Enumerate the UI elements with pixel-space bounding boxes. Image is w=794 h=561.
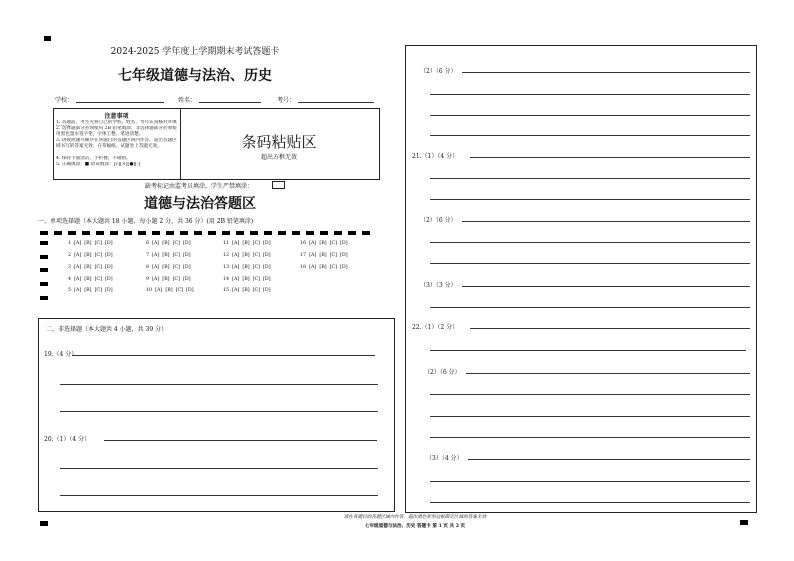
choice-item[interactable]: 10 [A] [B] [C] [D]: [146, 288, 194, 293]
timing-mark: [40, 241, 48, 245]
number-field[interactable]: [298, 102, 374, 103]
answer-line[interactable]: [470, 157, 750, 158]
choice-item[interactable]: 1 [A] [B] [C] [D]: [68, 241, 113, 246]
answer-line[interactable]: [466, 373, 750, 374]
q22-3-label: （3）（4 分）: [426, 455, 463, 462]
exam-header: 2024-2025 学年度上学期期末考试答题卡: [110, 47, 280, 57]
choice-item[interactable]: 18 [A] [B] [C] [D]: [300, 265, 348, 270]
answer-line[interactable]: [462, 221, 750, 222]
q21-1-label: 21.（1）（4 分）: [412, 153, 459, 160]
notes-line: 3. 请按照题号顺序在各题目的答题区域内作答，超出答题区域书写的答案无效；在草稿纸、试题卷上答题无效。: [56, 138, 177, 149]
timing-mark: [40, 255, 48, 259]
timing-mark: [40, 268, 48, 272]
choice-item[interactable]: 7 [A] [B] [C] [D]: [146, 253, 191, 258]
subject-title: 七年级道德与法治、历史: [118, 68, 272, 84]
name-label: 姓名：: [178, 97, 197, 104]
q19-answer-line[interactable]: [60, 411, 378, 412]
answer-line[interactable]: [430, 437, 750, 438]
notes-line: 4. 保持卡面清洁，不折叠、不破损。: [56, 156, 131, 161]
q21-3-label: （3）（3 分）: [420, 282, 457, 289]
q19-answer-line[interactable]: [72, 355, 375, 356]
answer-line[interactable]: [430, 135, 750, 136]
answer-line[interactable]: [430, 115, 750, 116]
choice-item[interactable]: 15 [A] [B] [C] [D]: [223, 288, 271, 293]
choice-item[interactable]: 5 [A] [B] [C] [D]: [68, 288, 113, 293]
school-field[interactable]: [76, 102, 164, 103]
q19-answer-line[interactable]: [60, 384, 378, 385]
q20-2-label: （2）（6 分）: [420, 68, 457, 75]
answer-line[interactable]: [462, 72, 750, 73]
answer-line[interactable]: [430, 307, 750, 308]
choice-item[interactable]: 16 [A] [B] [C] [D]: [300, 241, 348, 246]
part1-title: 一、单项选择题（本大题共 18 小题，每小题 2 分，共 36 分）(用 2B 铅笔填涂): [38, 218, 254, 225]
answer-line[interactable]: [430, 481, 750, 482]
q20-answer-line[interactable]: [60, 495, 378, 496]
timing-mark: [40, 296, 48, 300]
barcode-subtitle: 超出方框无效: [260, 154, 297, 161]
answer-line[interactable]: [430, 350, 746, 351]
name-field[interactable]: [199, 102, 261, 103]
part2-box: [38, 318, 395, 512]
corner-mark-bottom-right: [740, 520, 748, 525]
notes-title: 注意事项: [104, 113, 129, 120]
choice-item[interactable]: 11 [A] [B] [C] [D]: [223, 241, 271, 246]
answer-line[interactable]: [430, 178, 750, 179]
section-title: 道德与法治答题区: [144, 196, 256, 212]
choice-item[interactable]: 9 [A] [B] [C] [D]: [146, 277, 191, 282]
q22-1-label: 22.（1）（2 分）: [412, 324, 459, 331]
choice-item[interactable]: 12 [A] [B] [C] [D]: [223, 253, 271, 258]
notes-list: [56, 120, 178, 168]
notes-line: 1. 答题前，考生先将自己的学校、姓名、考号认真核对并填: [56, 120, 177, 125]
choice-item[interactable]: 3 [A] [B] [C] [D]: [68, 265, 113, 270]
choice-item[interactable]: 13 [A] [B] [C] [D]: [223, 265, 271, 270]
choice-top-dashes: [40, 231, 370, 235]
answer-line[interactable]: [430, 263, 750, 264]
answer-line[interactable]: [468, 459, 750, 460]
answer-line[interactable]: [430, 242, 750, 243]
number-label: 考号：: [277, 97, 296, 104]
choice-item[interactable]: 8 [A] [B] [C] [D]: [146, 265, 191, 270]
q22-2-label: （2）（6 分）: [424, 369, 461, 376]
answer-line[interactable]: [430, 94, 750, 95]
absent-note: 缺考标记由监考员填涂，学生严禁填涂：: [145, 183, 254, 190]
answer-line[interactable]: [430, 416, 750, 417]
q21-2-label: （2）（6 分）: [420, 217, 457, 224]
absent-checkbox[interactable]: [272, 181, 285, 189]
barcode-title: 条码粘贴区: [241, 133, 317, 151]
notes-line: 5. 正确填涂：■ 错误填涂：[√][×][●][-]: [56, 162, 141, 167]
timing-mark: [40, 282, 48, 286]
corner-mark-top-left: [44, 36, 51, 41]
answer-line[interactable]: [430, 502, 750, 503]
q20-answer-line[interactable]: [104, 440, 377, 441]
q20-1-label: 20.（1）（4 分）: [44, 436, 91, 443]
choice-item[interactable]: 2 [A] [B] [C] [D]: [68, 253, 113, 258]
footer-warning: 请在各题目的答题区域内作答，超出黑色矩形边框限定区域的答案无效: [343, 515, 487, 520]
choice-item[interactable]: 14 [A] [B] [C] [D]: [223, 277, 271, 282]
choice-item[interactable]: 17 [A] [B] [C] [D]: [300, 253, 348, 258]
footer-page: 七年级道德与法治、历史 答题卡 第 1 页 共 2 页: [364, 524, 466, 529]
notes-line: 2. 选择题部分必须使用 2B 铅笔填涂；非选择题部分必须使用黑色墨水签字笔，字体工整、笔迹清楚。: [56, 126, 177, 137]
answer-line[interactable]: [470, 328, 750, 329]
part2-title: 二、非选择题（本大题共 4 小题，共 39 分）: [46, 326, 168, 333]
answer-line[interactable]: [462, 286, 750, 287]
answer-line[interactable]: [430, 199, 750, 200]
q19-label: 19.（4 分）: [44, 351, 78, 358]
choice-item[interactable]: 4 [A] [B] [C] [D]: [68, 277, 113, 282]
corner-mark-bottom-left: [40, 521, 48, 526]
q20-answer-line[interactable]: [60, 468, 378, 469]
school-label: 学校：: [55, 97, 74, 104]
answer-line[interactable]: [430, 394, 750, 395]
choice-item[interactable]: 6 [A] [B] [C] [D]: [146, 241, 191, 246]
